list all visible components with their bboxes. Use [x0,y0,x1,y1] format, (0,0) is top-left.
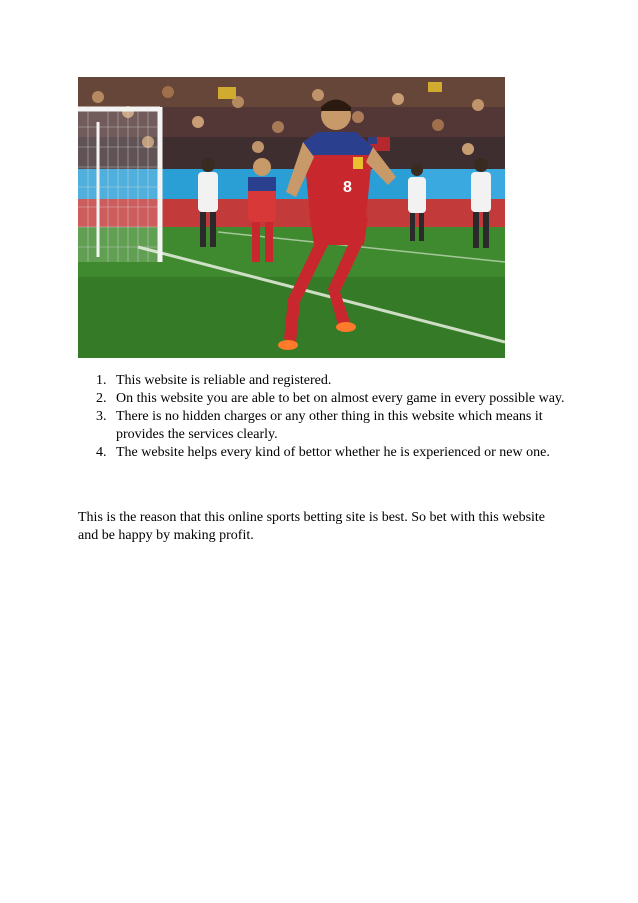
list-item-text: There is no hidden charges or any other thing in this website which means it provides the services clearly. [116,409,543,442]
benefits-list [96,372,566,462]
svg-text:8: 8 [343,179,352,196]
list-item-number: 2. [96,391,107,406]
list-item-number: 1. [96,373,107,388]
soccer-celebration-photo [78,77,505,358]
goal-net [78,107,160,262]
list-item [96,372,566,390]
list-item-text: On this website you are able to bet on almost every game in every possible way. [116,391,565,406]
list-item-number: 4. [96,445,107,460]
list-item [96,390,566,408]
conclusion-paragraph: This is the reason that this online sports betting site is best. So bet with this website and be happy by making profit. [78,510,546,543]
list-item [96,444,566,462]
list-item-number: 3. [96,409,107,424]
list-item-text: This website is reliable and registered. [116,373,332,388]
list-item-text: The website helps every kind of bettor whether he is experienced or new one. [116,445,550,460]
list-item [96,408,566,444]
photo-illustration [78,77,505,358]
